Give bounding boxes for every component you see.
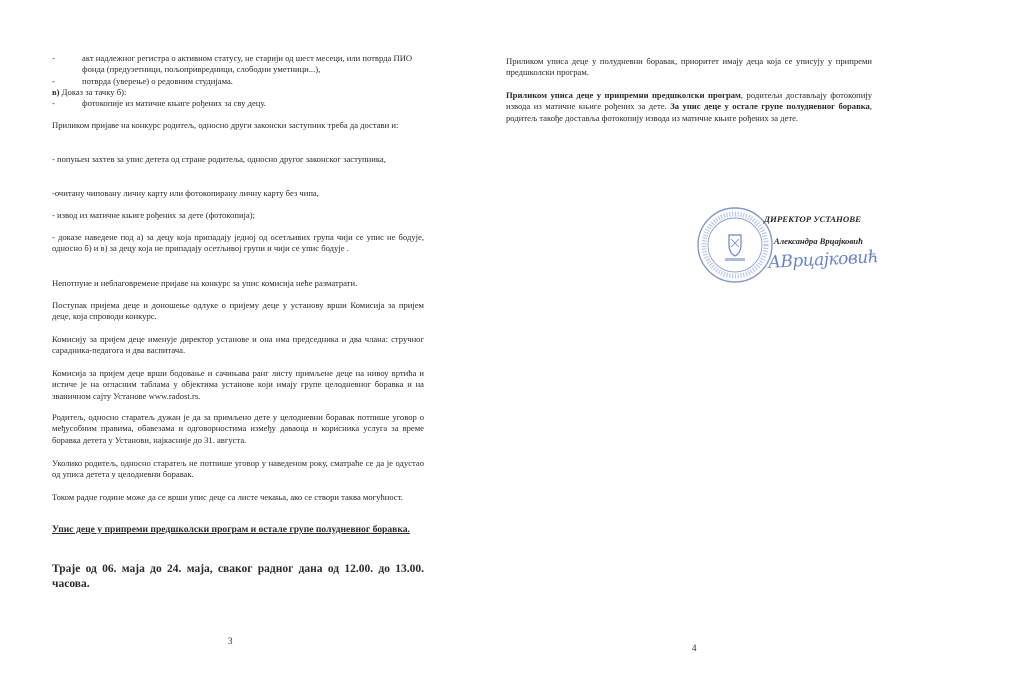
incomplete-applications: Непотпуне и неблаговремене пријаве на конкурс за упис комисија неће разматрати. bbox=[52, 278, 358, 288]
official-stamp-icon bbox=[695, 205, 775, 285]
section-b bbox=[52, 87, 424, 110]
doc-item-4: - доказе наведене под а) за децу која припадају једној од осетљивих група чији се упис не бодује, односно б) и в) за децу која не припадају осетљивој групи и чији се упис бодује . bbox=[52, 232, 424, 254]
section-heading: Упис деце у припреми предшколски програм и остале групе полудневног боравка. bbox=[52, 524, 410, 535]
doc-item-1: - попуњен захтев за упис детета од стране родитеља, односно другог законског заступника, bbox=[52, 154, 386, 164]
documents-paragraph: Приликом уписа деце у припремни предшколски програм, родитељи достављају фотокопију извода из матичне књиге рођених за дете. За упис деце у остале групе полудневног боравка, родитељ такође доставља фотокопију извода из матичне књиге рођених за дете. bbox=[506, 90, 872, 123]
doc-item-3: - извод из матичне књиге рођених за дете (фотокопија); bbox=[52, 210, 255, 220]
commission-paragraph: Поступак пријема деце и доношење одлуке о пријему деце у установу врши Комисија за пријем деце, која спроводи конкурс. bbox=[52, 300, 424, 322]
page-number: 3 bbox=[228, 636, 233, 646]
members-paragraph: Комисију за пријем деце именује директор установе и она има председника и два члана: стручног сарадника-педагога и два васпитача. bbox=[52, 334, 424, 356]
section-b-heading: в) Доказ за тачку б): bbox=[52, 87, 127, 97]
list-item: - фотокопије из матичне књиге рођених за сву децу. bbox=[52, 98, 266, 109]
enrollment-duration: Траје од 06. маја до 24. маја, сваког радног дана од 12.00. до 13.00. часова. bbox=[52, 563, 424, 590]
waitlist-paragraph: Током радне године може да се врши упис деце са листе чекања, ако се створи таква могућност. bbox=[52, 492, 403, 502]
bullet-list-a bbox=[52, 53, 424, 87]
list-item: - потврда (уверење) о редовним студијама. bbox=[52, 75, 233, 86]
page-4 bbox=[506, 0, 1024, 683]
director-name: Александра Врцајковић bbox=[774, 236, 863, 246]
docs-intro: Приликом пријаве на конкурс родитељ, односно други законски заступник треба да достави и: bbox=[52, 120, 399, 130]
contract-paragraph: Родитељ, односно старатељ дужан је да за примљено дете у целодневни боравак потпише уговор о међусобним правима, обавезама и одговорностима између даваоца и корисника услуга за време боравка детета у Установи, најкасније до 31. августа. bbox=[52, 412, 424, 445]
page-number: 4 bbox=[692, 643, 697, 653]
doc-item-2: -очитану чиповану личну карту или фотокопирану личну карту без чипа, bbox=[52, 188, 319, 198]
director-signature: АВрцајковић bbox=[767, 247, 879, 273]
unsigned-paragraph: Уколико родитељ, односно старатељ не потпише уговор у наведеном року, сматраће се да је одустао од уписа детета у целодневни боравак. bbox=[52, 458, 424, 480]
priority-paragraph: Приликом уписа деце у полудневни боравак, приоритет имају деца која се уписују у припреми предшколски програм. bbox=[506, 56, 872, 78]
ranking-paragraph: Комисија за пријем деце врши бодовање и сачињава ранг листу примљене деце на нивоу вртића и истиче је на огласним таблама у објектима установе који имају групе целодневног боравка и на званичном сајту Установе www.radost.rs. bbox=[52, 368, 424, 401]
director-title: ДИРЕКТОР УСТАНОВЕ bbox=[764, 214, 861, 224]
list-item: - акт надлежног регистра о активном статусу, не старији од шест месеци, или потврда ПИО фонда (предузетници, пољопривредници, слободни уметници...), bbox=[52, 53, 413, 75]
